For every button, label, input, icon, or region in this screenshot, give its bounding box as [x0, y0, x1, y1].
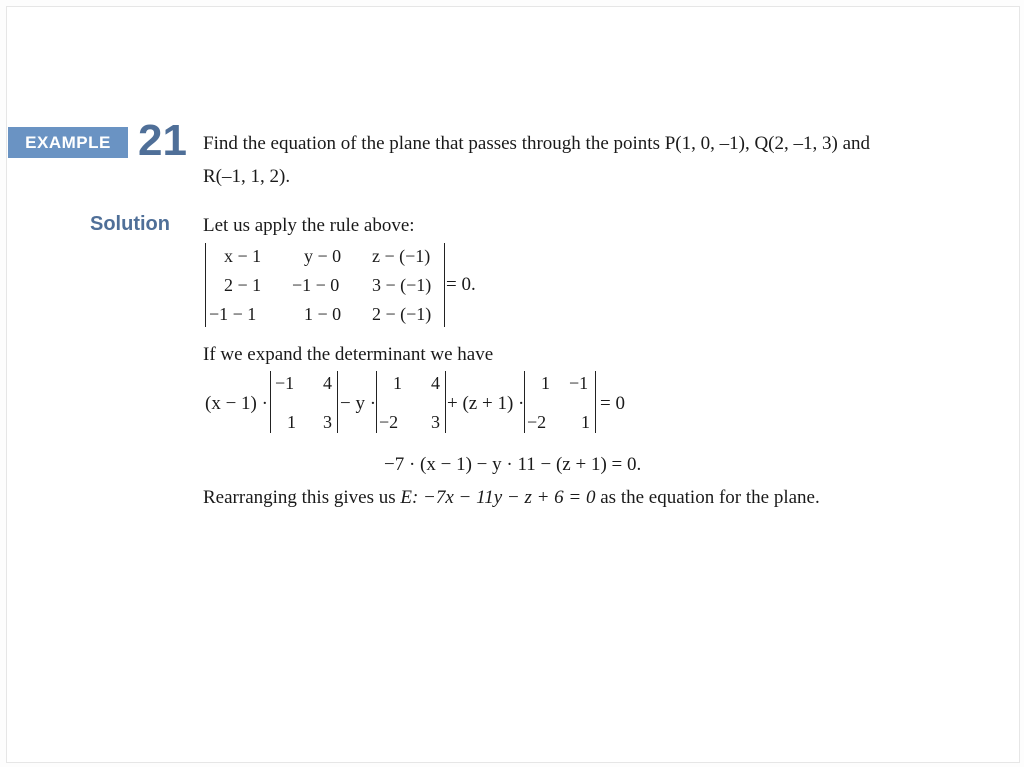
- det-b-r1c1: 1: [393, 373, 402, 393]
- example-number: 21: [138, 116, 187, 165]
- det3-cell-r2c2: −1 − 0: [292, 275, 340, 295]
- solution-label: Solution: [90, 213, 170, 235]
- det-c-r1c2: −1: [569, 373, 589, 393]
- determinant-3x3: [205, 243, 445, 327]
- term1-prefix: (x − 1) ·: [205, 393, 268, 414]
- det-a-r1c1: −1: [275, 373, 295, 393]
- det3-equals: = 0.: [446, 274, 476, 295]
- det3-cell-r2c1: 2 − 1: [224, 275, 262, 295]
- det-a-r1c2: 4: [323, 373, 332, 393]
- det-b-r1c2: 4: [431, 373, 440, 393]
- det3-cell-r2c3: 3 − (−1): [372, 275, 432, 295]
- det-c-r1c1: 1: [541, 373, 550, 393]
- det3-cell-r3c2: 1 − 0: [304, 304, 342, 324]
- det-a-r2c1: 1: [287, 412, 296, 432]
- det3-cell-r1c3: z − (−1): [372, 246, 431, 266]
- det3-cell-r3c3: 2 − (−1): [372, 304, 432, 324]
- conclusion-suffix: as the equation for the plane.: [595, 487, 820, 508]
- conclusion: [203, 486, 820, 510]
- det-c-r2c2: 1: [581, 412, 590, 432]
- problem-statement-line1: [203, 132, 870, 156]
- conclusion-equation: E: −7x − 11y − z + 6 = 0: [400, 487, 596, 508]
- expansion-equals: = 0: [600, 393, 625, 414]
- det-a-r2c2: 3: [323, 412, 332, 432]
- problem-text: Find the equation of the plane that passes through the points: [203, 133, 665, 154]
- det-b-r2c2: 3: [431, 412, 440, 432]
- expand-text: If we expand the determinant we have: [203, 344, 494, 365]
- example-badge: EXAMPLE: [8, 127, 128, 158]
- solution-intro: Let us apply the rule above:: [203, 215, 415, 236]
- det-c-r2c1: −2: [527, 412, 547, 432]
- det3-cell-r1c2: y − 0: [304, 246, 342, 266]
- problem-statement-line2: R(–1, 1, 2).: [203, 166, 291, 187]
- term2-prefix: − y ·: [340, 393, 377, 414]
- determinant-2x2-c: [524, 371, 596, 433]
- term3-prefix: + (z + 1) ·: [447, 393, 525, 414]
- det3-cell-r1c1: x − 1: [224, 246, 262, 266]
- det3-cell-r3c1: −1 − 1: [209, 304, 257, 324]
- conclusion-prefix: Rearranging this gives us: [203, 487, 401, 508]
- problem-points-pq: P(1, 0, –1), Q(2, –1, 3) and: [664, 133, 871, 154]
- det-b-r2c1: −2: [379, 412, 399, 432]
- simplified-equation: −7 · (x − 1) − y · 11 − (z + 1) = 0.: [384, 454, 642, 475]
- determinant-2x2-b: [376, 371, 446, 433]
- determinant-2x2-a: [270, 371, 338, 433]
